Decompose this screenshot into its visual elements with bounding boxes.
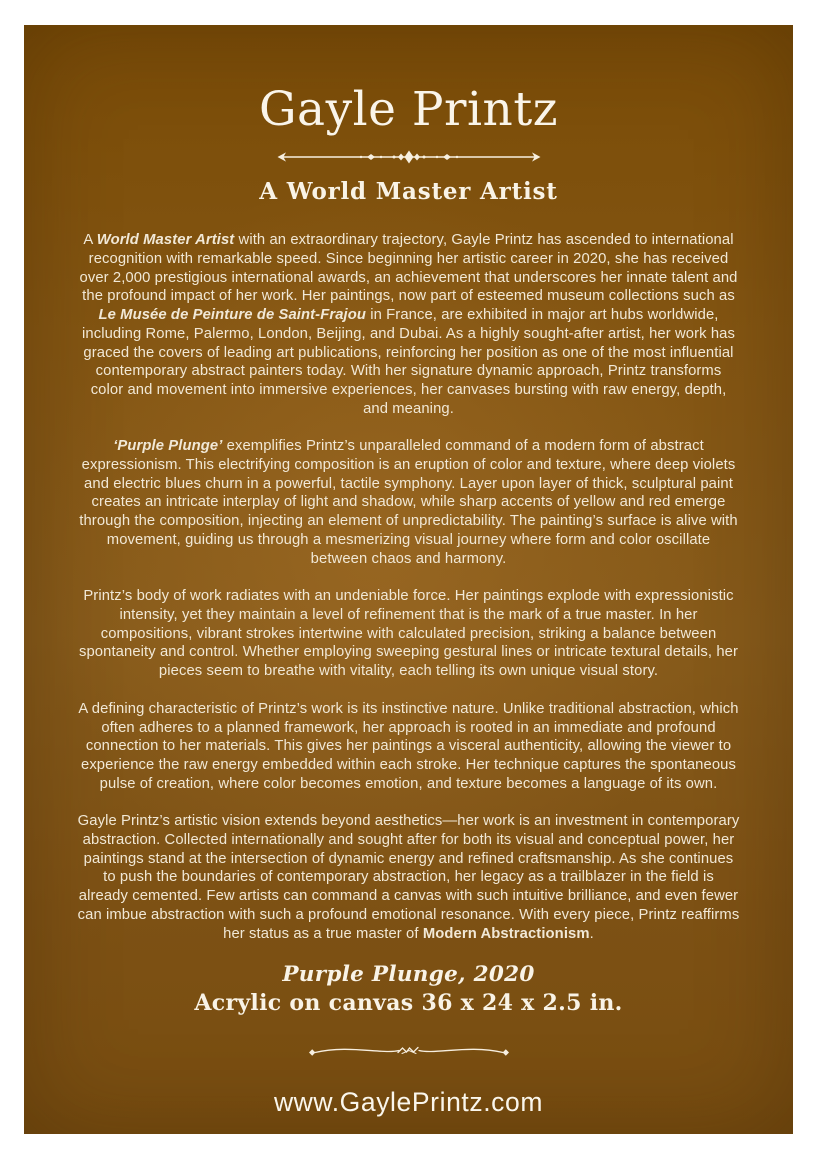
technique-paragraph: A defining characteristic of Printz’s work is its instinctive nature. Unlike traditional abstraction, which often adheres to a planned framework, her approach is rooted in an immediate and profound connection to her materials. This gives her paintings a visceral authenticity, allowing the viewer to experience the raw energy embedded within each stroke. Her technique captures the spontaneous pulse of creation, where color becomes emotion, and texture becomes a language of its own. [78,700,739,792]
website-url: www.GaylePrintz.com [273,1087,544,1118]
ornamental-divider-icon [275,149,543,165]
artwork-description-paragraph: ‘Purple Plunge’ exemplifies Printz’s unparalleled command of a modern form of abstract expressionism. This electrifying composition is an eruption of color and texture, where deep violets and electric blues churn in a powerful, tactile symphony. Layer upon layer of thick, sculptural paint creates an intricate interplay of light and shadow, while sharp accents of yellow and red emerge through the composition, injecting an element of unpredictability. The painting’s surface is alive with movement, guiding us through a mesmerizing visual journey where form and color oscillate between chaos and harmony. [79,438,738,567]
ornamental-divider [24,149,793,165]
flourish-divider-icon [303,1040,515,1060]
artwork-title: Purple Plunge, 2020 [282,962,535,988]
page-title: Gayle Printz [259,82,558,137]
vision-paragraph: Gayle Printz’s artistic vision extends beyond aesthetics—her work is an investment in contemporary abstraction. Collected internationally and sought after for both its visual and conceptual power, her paintings stand at the intersection of dynamic energy and refined craftsmanship. As she continues to push the boundaries of contemporary abstraction, her legacy as a trailblazer in the field is already cemented. Few artists can command a canvas with such intuitive brilliance, and even fewer can imbue abstraction with such a profound emotional resonance. With every piece, Printz reaffirms her status as a true master of Modern Abstractionism. [77,813,740,942]
artwork-caption [24,962,793,1016]
brown-panel [24,25,793,1134]
page-subtitle: A World Master Artist [259,178,558,206]
flourish-divider [24,1040,793,1060]
biography-text-block [78,231,740,943]
biography-paragraph: A World Master Artist with an extraordinary trajectory, Gayle Printz has ascended to international recognition with remarkable speed. Since beginning her artistic career in 2020, she has received over 2,000 prestigious international awards, an achievement that underscores her innate talent and the profound impact of her work. Her paintings, now part of esteemed museum collections such as Le Musée de Peinture de Saint-Frajou in France, are exhibited in major art hubs worldwide, including Rome, Palermo, London, Beijing, and Dubai. As a highly sought-after artist, her work has graced the covers of leading art publications, reinforcing her position as one of the most influential contemporary abstract painters today. With her signature dynamic approach, Printz transforms color and movement into immersive experiences, her canvases bursting with raw energy, depth, and meaning. [79,232,738,417]
artwork-medium: Acrylic on canvas 36 x 24 x 2.5 in. [194,990,623,1017]
body-of-work-paragraph: Printz’s body of work radiates with an undeniable force. Her paintings explode with expressionistic intensity, yet they maintain a level of refinement that is the mark of a true master. In her compositions, vibrant strokes intertwine with calculated precision, striking a balance between spontaneity and control. Whether employing sweeping gestural lines or intricate textural details, her pieces seem to breathe with vitality, each telling its own unique visual story. [78,588,739,680]
